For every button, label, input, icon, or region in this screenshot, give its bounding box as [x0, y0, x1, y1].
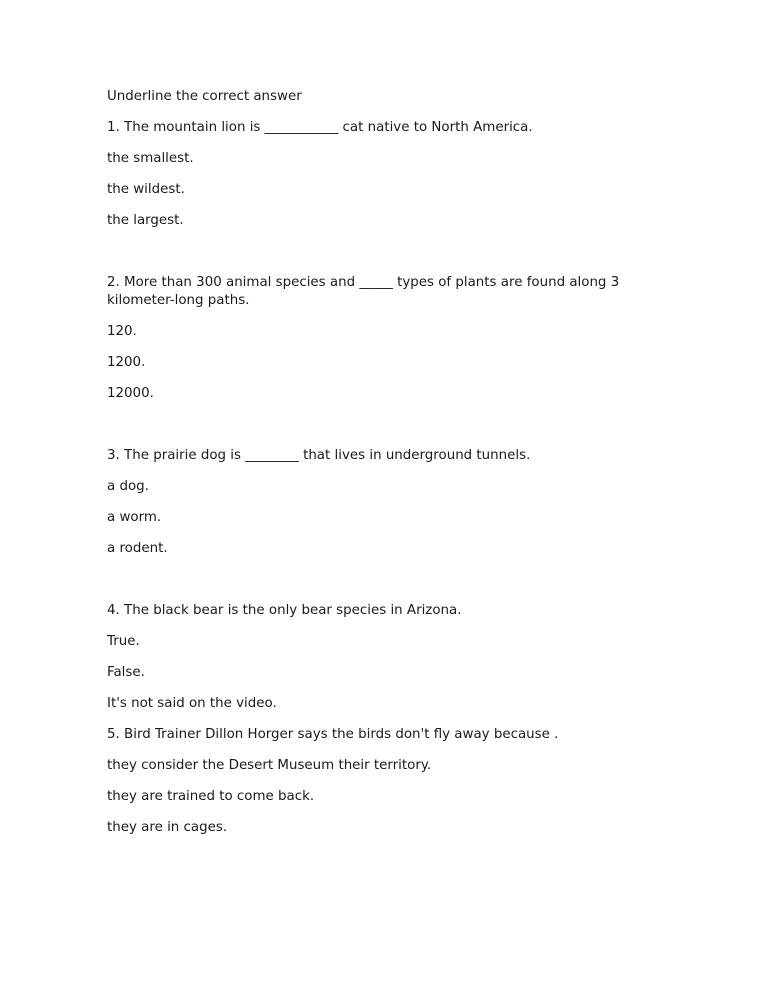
answer-option-1c[interactable]: the largest. — [107, 213, 184, 228]
answer-option-1b[interactable]: the wildest. — [107, 182, 185, 197]
question-block-2 — [107, 274, 667, 403]
answer-option-3a[interactable]: a dog. — [107, 479, 149, 494]
answer-option-3b[interactable]: a worm. — [107, 510, 162, 525]
question-text-4: 4. The black bear is the only bear species in Arizona. — [107, 603, 462, 618]
answer-option-2c[interactable]: 12000. — [107, 386, 154, 401]
answer-option-2a[interactable]: 120. — [107, 324, 137, 339]
answer-option-4a[interactable]: True. — [107, 634, 140, 649]
answer-option-2b[interactable]: 1200. — [107, 355, 146, 370]
answer-option-4b[interactable]: False. — [107, 665, 145, 680]
worksheet — [107, 88, 667, 850]
question-block-5 — [107, 726, 667, 837]
question-text-1: 1. The mountain lion is ___________ cat native to North America. — [107, 120, 533, 135]
question-text-2: 2. More than 300 animal species and _____ types of plants are found along 3 kilometer-long paths. — [107, 275, 624, 308]
answer-option-4c[interactable]: It's not said on the video. — [107, 696, 277, 711]
question-block-3 — [107, 447, 667, 558]
instruction-heading: Underline the correct answer — [107, 89, 302, 104]
question-text-5: 5. Bird Trainer Dillon Horger says the birds don't fly away because . — [107, 727, 559, 742]
answer-option-1a[interactable]: the smallest. — [107, 151, 194, 166]
question-block-1 — [107, 119, 667, 230]
answer-option-5b[interactable]: they are trained to come back. — [107, 789, 315, 804]
answer-option-5a[interactable]: they consider the Desert Museum their territory. — [107, 758, 432, 773]
question-text-3: 3. The prairie dog is ________ that lives in underground tunnels. — [107, 448, 531, 463]
question-block-4 — [107, 602, 667, 713]
answer-option-5c[interactable]: they are in cages. — [107, 820, 228, 835]
answer-option-3c[interactable]: a rodent. — [107, 541, 168, 556]
